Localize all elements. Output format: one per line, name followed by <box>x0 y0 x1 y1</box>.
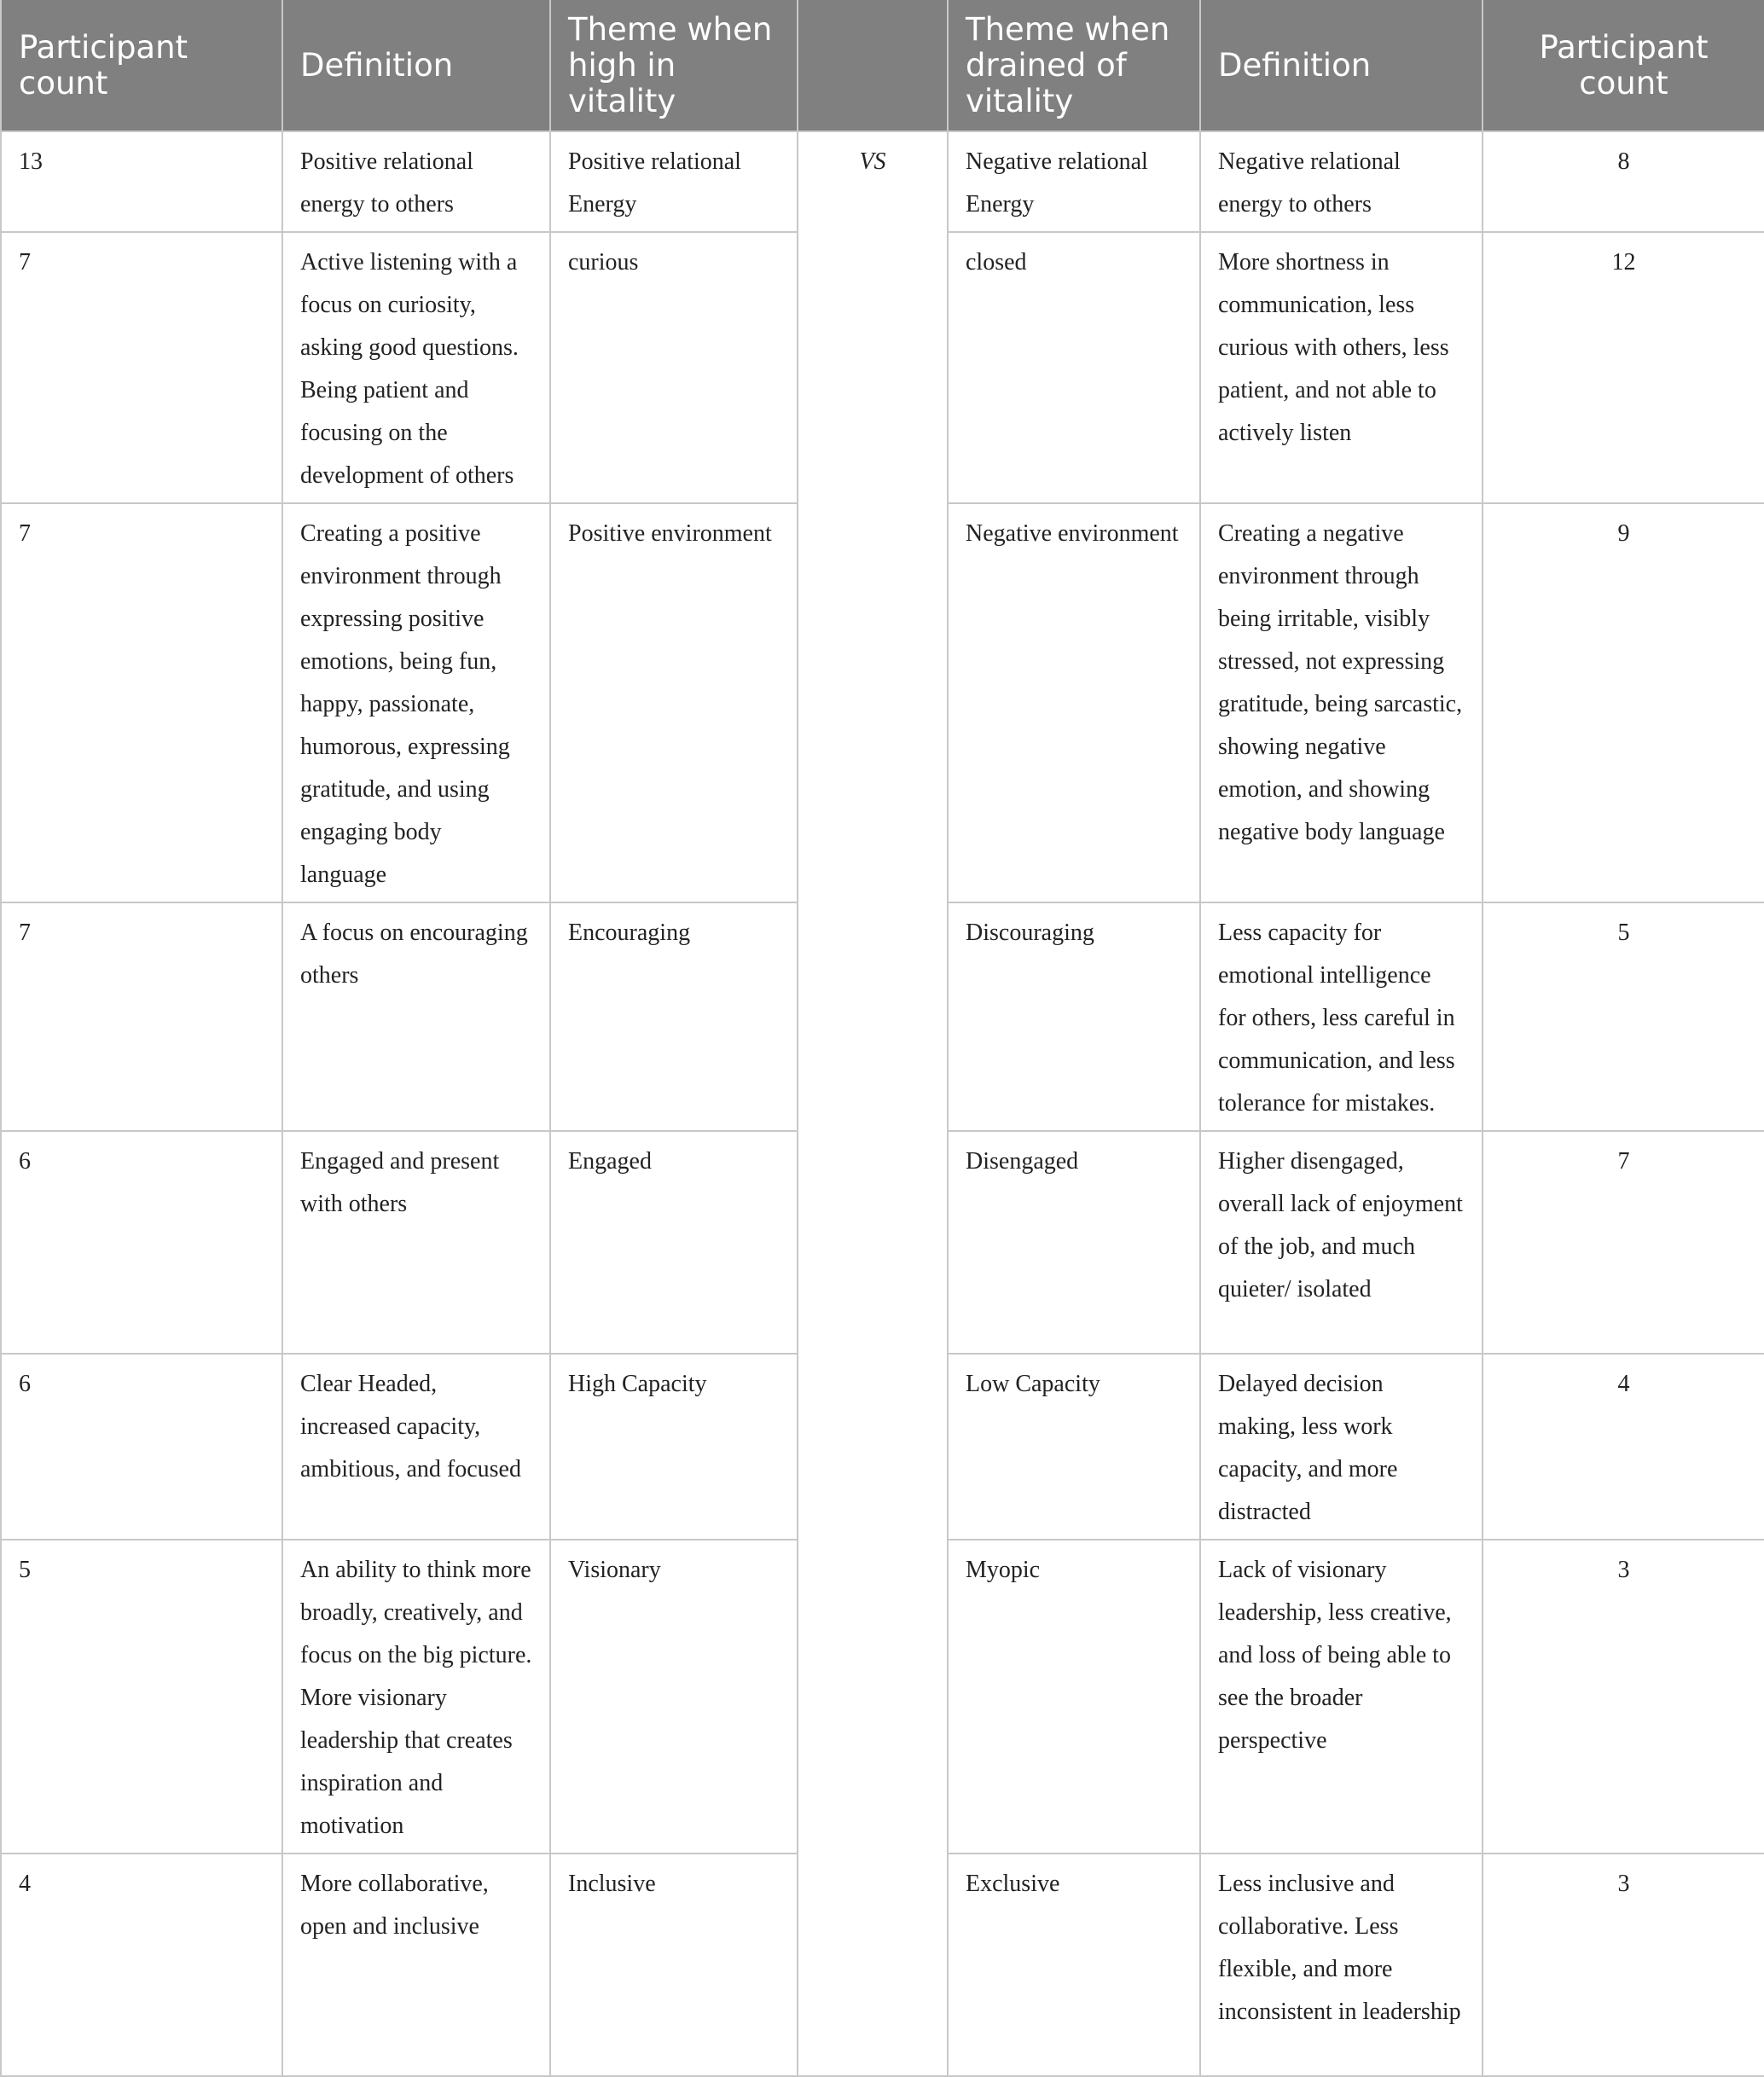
header-definition-right: Definition <box>1200 0 1483 131</box>
definition-left-cell: Clear Headed, increased capacity, ambitious, and focused <box>282 1354 550 1540</box>
table-body <box>1 131 1764 2076</box>
table-header <box>1 0 1764 131</box>
theme-drained-cell: closed <box>948 232 1200 503</box>
definition-left-cell: A focus on encouraging others <box>282 902 550 1131</box>
definition-right-cell: More shortness in communication, less curious with others, less patient, and not able to actively listen <box>1200 232 1483 503</box>
vs-spacer-cell <box>798 1354 948 1540</box>
count-left-cell: 7 <box>1 232 282 503</box>
header-definition-left: Definition <box>282 0 550 131</box>
theme-high-cell: Positive environment <box>550 503 798 902</box>
count-right-cell: 7 <box>1483 1131 1764 1354</box>
header-theme-drained: Theme when drained of vitality <box>948 0 1200 131</box>
count-right-cell: 9 <box>1483 503 1764 902</box>
table-row <box>1 232 1764 503</box>
theme-drained-cell: Negative environment <box>948 503 1200 902</box>
table-row <box>1 1131 1764 1354</box>
theme-high-cell: Encouraging <box>550 902 798 1131</box>
vs-label: VS <box>798 131 948 232</box>
count-left-cell: 6 <box>1 1354 282 1540</box>
table-row <box>1 902 1764 1131</box>
theme-drained-cell: Discouraging <box>948 902 1200 1131</box>
definition-right-cell: Less capacity for emotional intelligence for others, less careful in communication, and less tolerance for mistakes. <box>1200 902 1483 1131</box>
count-left-cell: 7 <box>1 503 282 902</box>
definition-left-cell: Positive relational energy to others <box>282 131 550 232</box>
definition-left-cell: Creating a positive environment through expressing positive emotions, being fun, happy, passionate, humorous, expressing gratitude, and using engaging body language <box>282 503 550 902</box>
vs-spacer-cell <box>798 1131 948 1354</box>
theme-high-cell: High Capacity <box>550 1354 798 1540</box>
count-right-cell: 3 <box>1483 1854 1764 2076</box>
vs-spacer-cell <box>798 902 948 1131</box>
header-participant-count-right: Participant count <box>1483 0 1764 131</box>
count-left-cell: 5 <box>1 1540 282 1854</box>
theme-drained-cell: Negative relational Energy <box>948 131 1200 232</box>
definition-left-cell: An ability to think more broadly, creatively, and focus on the big picture. More visionary leadership that creates inspiration and motivation <box>282 1540 550 1854</box>
count-left-cell: 4 <box>1 1854 282 2076</box>
definition-right-cell: Less inclusive and collaborative. Less flexible, and more inconsistent in leadership <box>1200 1854 1483 2076</box>
theme-high-cell: Engaged <box>550 1131 798 1354</box>
vs-spacer-cell <box>798 503 948 902</box>
count-right-cell: 5 <box>1483 902 1764 1131</box>
count-left-cell: 6 <box>1 1131 282 1354</box>
theme-drained-cell: Myopic <box>948 1540 1200 1854</box>
count-right-cell: 3 <box>1483 1540 1764 1854</box>
count-left-cell: 13 <box>1 131 282 232</box>
definition-right-cell: Creating a negative environment through being irritable, visibly stressed, not expressing gratitude, being sarcastic, showing negative emotion, and showing negative body language <box>1200 503 1483 902</box>
definition-right-cell: Negative relational energy to others <box>1200 131 1483 232</box>
theme-high-cell: curious <box>550 232 798 503</box>
count-right-cell: 8 <box>1483 131 1764 232</box>
theme-high-cell: Visionary <box>550 1540 798 1854</box>
definition-right-cell: Delayed decision making, less work capacity, and more distracted <box>1200 1354 1483 1540</box>
vs-spacer-cell <box>798 232 948 503</box>
header-row <box>1 0 1764 131</box>
theme-drained-cell: Exclusive <box>948 1854 1200 2076</box>
definition-right-cell: Lack of visionary leadership, less creative, and loss of being able to see the broader perspective <box>1200 1540 1483 1854</box>
definition-left-cell: Active listening with a focus on curiosity, asking good questions. Being patient and focusing on the development of others <box>282 232 550 503</box>
count-right-cell: 4 <box>1483 1354 1764 1540</box>
count-right-cell: 12 <box>1483 232 1764 503</box>
theme-drained-cell: Disengaged <box>948 1131 1200 1354</box>
table-row <box>1 131 1764 232</box>
header-theme-high: Theme when high in vitality <box>550 0 798 131</box>
table-row <box>1 1540 1764 1854</box>
vs-spacer-cell <box>798 1540 948 1854</box>
header-vs <box>798 0 948 131</box>
count-left-cell: 7 <box>1 902 282 1131</box>
theme-high-cell: Inclusive <box>550 1854 798 2076</box>
table-row <box>1 503 1764 902</box>
table-row <box>1 1354 1764 1540</box>
vs-spacer-cell <box>798 1854 948 2076</box>
header-participant-count-left: Participant count <box>1 0 282 131</box>
definition-left-cell: More collaborative, open and inclusive <box>282 1854 550 2076</box>
theme-high-cell: Positive relational Energy <box>550 131 798 232</box>
definition-left-cell: Engaged and present with others <box>282 1131 550 1354</box>
theme-drained-cell: Low Capacity <box>948 1354 1200 1540</box>
definition-right-cell: Higher disengaged, overall lack of enjoyment of the job, and much quieter/ isolated <box>1200 1131 1483 1354</box>
table-row <box>1 1854 1764 2076</box>
